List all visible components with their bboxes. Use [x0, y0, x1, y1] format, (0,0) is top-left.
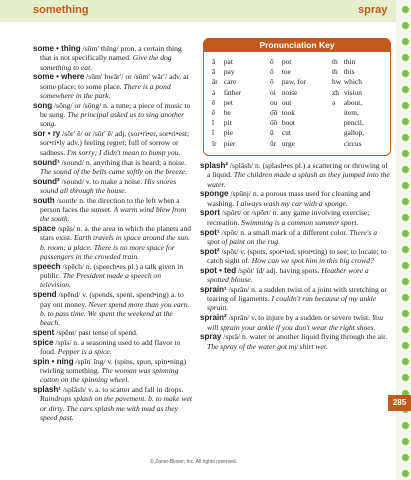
entry-headword: spot²: [200, 246, 220, 256]
entry-headword: space: [33, 224, 56, 234]
key-example-word: about,: [342, 97, 363, 107]
key-example-word: pie: [222, 128, 233, 138]
decorative-dot: [402, 262, 409, 269]
dictionary-entry: [33, 385, 193, 422]
key-example-word: father: [222, 87, 242, 97]
dictionary-entry: [33, 44, 193, 72]
key-symbol: ĕ: [212, 97, 216, 107]
guide-word-left: something: [33, 4, 89, 16]
entry-headword: splash²: [200, 161, 229, 170]
key-symbol: ō: [270, 67, 274, 77]
dictionary-entry: [33, 328, 193, 337]
key-symbol: ă: [212, 57, 216, 66]
copyright-notice: © Zaner-Bloser, Inc. All rights reserved.: [150, 459, 238, 465]
entry-definition: /sound/ v. to make a noise.: [59, 176, 145, 186]
decorative-dot: [402, 150, 409, 157]
entry-definition: /sprā/ n. water or another liquid flying through the air.: [221, 332, 388, 342]
key-symbol: th: [332, 57, 338, 66]
dictionary-entry: [200, 161, 390, 189]
dictionary-entry: [200, 266, 390, 285]
entry-example: Raindrops splash on the pavement. b. to make wet or dirty. The cars splash me with mud as they speed past.: [40, 394, 192, 423]
key-column-3: [332, 57, 364, 149]
decorative-dot: [402, 310, 409, 317]
dictionary-entry: [33, 224, 193, 261]
decorative-dot: [402, 246, 409, 253]
key-example-word: took: [280, 108, 295, 118]
key-example-word: circus: [342, 138, 362, 148]
dictionary-entry: [200, 208, 390, 227]
entry-example: Earth travels in space around the sun. b. room; a place. There is no more space for passengers in the crowded train.: [40, 233, 190, 262]
key-symbol: ŭ: [270, 128, 274, 138]
key-symbol: o͞o: [270, 118, 278, 128]
key-row: [212, 98, 241, 108]
dictionary-entry: [33, 177, 193, 196]
key-symbol: ə: [332, 97, 336, 107]
key-example-word: pit: [222, 118, 232, 128]
key-row: [270, 128, 306, 138]
key-row: [332, 118, 364, 128]
decorative-dot: [402, 374, 409, 381]
key-row: [270, 67, 306, 77]
key-example-word: paw, for: [280, 77, 306, 87]
key-row: [270, 77, 306, 87]
entry-headword: sprain²: [200, 313, 227, 323]
key-row: [332, 88, 364, 98]
entry-headword: spin • ning: [33, 356, 74, 366]
decorative-dot: [402, 6, 409, 13]
decorative-dot: [402, 326, 409, 333]
decorative-dot: [402, 358, 409, 365]
key-example-word: gallop,: [342, 128, 365, 138]
entry-headword: sound¹: [33, 157, 60, 167]
key-row: [332, 139, 364, 149]
decorative-dot: [402, 118, 409, 125]
entry-definition: /spĭn′ ĭng/ v. (spins, spun, spin•ning) twirling something.: [40, 356, 187, 376]
entry-definition: /spĕnt/ past tense of spend.: [54, 327, 138, 337]
entry-example: Swimming is a common summer sport.: [241, 217, 359, 227]
entry-example: The woman was spinning cotton on the spinning wheel.: [40, 366, 179, 385]
entry-definition: /spŏt/ v. (spots, spot•ted, spot•ting) to see; to locate; to catch sight of.: [207, 246, 387, 265]
key-example-word: noise: [280, 87, 298, 97]
entry-headword: song: [33, 100, 53, 110]
key-row: [270, 118, 306, 128]
key-example-word: item,: [342, 108, 359, 118]
dictionary-entry: [33, 129, 193, 157]
entry-example: A warm wind blew from the south.: [40, 205, 187, 224]
entry-example: How can we spot him in this big crowd?: [251, 255, 374, 265]
key-example-word: cut: [280, 128, 291, 138]
entry-example: Never spend more than you earn. b. to pass time. We spent the weekend at the beach.: [40, 299, 190, 328]
entry-definition: /splăsh/ n. (splash•es pl.) a scattering or throwing of a liquid.: [207, 161, 388, 180]
key-row: [270, 98, 306, 108]
key-row: [332, 108, 364, 118]
key-example-word: this: [342, 67, 355, 77]
key-example-word: care: [222, 77, 237, 87]
entry-headword: spend: [33, 290, 57, 300]
entry-headword: spot • ted: [200, 265, 237, 275]
key-symbol: hw: [332, 77, 342, 87]
key-example-word: pencil,: [342, 118, 364, 128]
dictionary-entry: [200, 285, 390, 313]
key-symbol: zh: [332, 87, 339, 97]
decorative-dot: [402, 438, 409, 445]
key-example-word: vision: [342, 87, 362, 97]
entry-headword: sound²: [33, 176, 60, 186]
key-example-word: be: [222, 108, 231, 118]
dictionary-entry: [33, 158, 193, 177]
decorative-dot: [402, 166, 409, 173]
key-symbol: ô: [270, 77, 274, 87]
key-symbol: âr: [212, 77, 218, 87]
decorative-dot: [402, 198, 409, 205]
entry-definition: /spŭnj/ n. a porous mass used for cleaning and washing.: [207, 189, 371, 208]
dictionary-entry: [200, 247, 390, 266]
key-symbol: ī: [212, 128, 215, 138]
decorative-dot: [402, 278, 409, 285]
entry-definition: /spīs/ n. a seasoning used to add flavor to food.: [40, 337, 181, 356]
key-symbol: th: [332, 67, 338, 77]
key-row: [332, 57, 364, 67]
dictionary-entry: [200, 189, 390, 208]
key-example-word: pay: [222, 67, 235, 77]
decorative-dot: [402, 470, 409, 477]
key-row: [332, 77, 364, 87]
entry-example: His snores sound all through the house.: [40, 176, 177, 195]
entry-definition: /spēch/ n. (speech•es pl.) a talk given in public.: [40, 261, 184, 281]
entry-definition: /sŭm′ hwâr′/ or /sŭm′ wâr′/ adv. at some place; to some place.: [40, 72, 189, 91]
entry-example: The spray of the water got my shirt wet.: [207, 341, 328, 351]
key-example-word: which: [342, 77, 362, 87]
key-symbol: oi: [270, 87, 276, 97]
entry-headword: sponge: [200, 189, 229, 199]
page-number: 285: [388, 395, 411, 411]
key-row: [270, 108, 306, 118]
decorative-dot: [402, 214, 409, 221]
entry-definition: /spĕnd/ v. (spends, spent, spend•ing) a. to pay out money.: [40, 290, 184, 309]
guide-word-right: spray: [358, 4, 388, 16]
dictionary-entry: [200, 313, 390, 332]
entry-example: You will sprain your ankle if you don't wear the right shoes.: [207, 313, 384, 332]
key-row: [212, 77, 241, 87]
dictionary-entry: [33, 101, 193, 129]
dictionary-entry: [33, 72, 193, 100]
entry-definition: /spŏt/ n. a small mark of a different color.: [219, 227, 350, 237]
entry-headword: spot¹: [200, 227, 220, 237]
entry-definition: /sŏr′ ē/ or /sôr′ ē/ adj. (sor•ri•er, sor•ri•est; sor•ri•ly adv.) feeling regret; full of sorrow or sadness.: [40, 129, 190, 157]
decorative-dot: [402, 70, 409, 77]
key-row: [212, 139, 241, 149]
key-symbol: ûr: [270, 138, 277, 148]
entry-headword: spice: [33, 337, 54, 347]
decorative-dot: [402, 422, 409, 429]
key-symbol: ē: [212, 108, 216, 118]
key-row: [332, 67, 364, 77]
entry-example: The children made a splash as they jumped into the water.: [207, 170, 390, 189]
entry-definition: /south/ n. the direction to the left when a person faces the sunset.: [40, 195, 180, 215]
entry-headword: some • where: [33, 72, 85, 82]
entry-definition: /sound/ n. anything that is heard; a noise.: [59, 157, 187, 167]
key-symbol: ā: [212, 67, 216, 77]
key-row: [212, 118, 241, 128]
decorative-dot: [402, 134, 409, 141]
key-row: [270, 57, 306, 67]
key-symbol: ou: [270, 97, 278, 107]
decorative-dot: [402, 22, 409, 29]
entry-definition: /sŭm′ thĭng/ pron. a certain thing that is not specifically named.: [40, 44, 182, 63]
entry-example: I couldn't run because of my ankle sprain.: [207, 294, 377, 313]
entry-definition: /spās/ n. a. the area in which the planets and stars exist.: [40, 224, 192, 243]
key-symbol: ĭ: [212, 118, 215, 128]
key-example-word: boot: [280, 118, 295, 128]
pronunciation-key-title: Pronunciation Key: [204, 38, 390, 52]
dictionary-entry: [33, 357, 193, 385]
key-example-word: pet: [222, 97, 233, 107]
dictionary-entry: [33, 196, 193, 224]
key-example-word: pat: [222, 57, 233, 66]
key-row: [212, 108, 241, 118]
key-row: [332, 98, 364, 108]
entry-example: Give the dog something to eat.: [40, 53, 172, 72]
key-symbol: o͝o: [270, 108, 278, 118]
decorative-dot: [402, 182, 409, 189]
decorative-dot: [402, 38, 409, 45]
entry-example: There's a spot of paint on the rug.: [207, 227, 378, 246]
key-row: [332, 128, 364, 138]
key-row: [212, 128, 241, 138]
entry-headword: south: [33, 195, 55, 205]
entry-definition: /sprān/ v. to injure by a sudden or severe twist.: [226, 313, 372, 323]
key-example-word: pier: [222, 138, 236, 148]
key-example-word: thin: [342, 57, 356, 66]
key-example-word: toe: [280, 67, 291, 77]
entry-example: I'm sorry; I didn't mean to bump you.: [67, 147, 181, 157]
dictionary-entry: [33, 262, 193, 290]
entries-left-column: [33, 44, 193, 423]
entry-headword: sor • ry: [33, 129, 61, 139]
key-row: [212, 88, 241, 98]
key-row: [270, 139, 306, 149]
decorative-dot: [402, 86, 409, 93]
entry-example: There is a pond somewhere in the park.: [40, 81, 171, 100]
key-example-word: urge: [280, 138, 295, 148]
decorative-dot: [402, 454, 409, 461]
dictionary-entry: [200, 332, 390, 351]
entry-definition: /spôrt/ or /spōrt/ n. any game involving exercise; recreation.: [207, 208, 370, 227]
pronunciation-key: [203, 38, 391, 156]
key-symbol: îr: [212, 138, 217, 148]
key-row: [270, 88, 306, 98]
entry-definition: /spŏt′ ĭd/ adj. having spots.: [236, 265, 322, 275]
entry-example: I always wash my car with a sponge.: [236, 198, 348, 208]
entry-example: Pepper is a spice.: [57, 347, 112, 356]
dictionary-entry: [33, 338, 193, 357]
entry-headword: speech: [33, 261, 61, 271]
key-column-2: [270, 57, 306, 149]
entry-headword: some • thing: [33, 44, 81, 53]
decorative-dot: [402, 294, 409, 301]
entry-example: The President made a speech on television.: [40, 271, 161, 290]
decorative-dot: [402, 230, 409, 237]
entry-headword: splash¹: [33, 385, 62, 395]
key-symbol: ä: [212, 87, 216, 97]
entry-example: Heather wore a spotted blouse.: [207, 265, 369, 285]
key-row: [212, 67, 241, 77]
entry-headword: sport: [200, 208, 220, 218]
decorative-dot: [402, 342, 409, 349]
entries-right-column: [200, 161, 390, 351]
entry-definition: /sông/ or /sŏng/ n. a tune; a piece of music to be sung.: [40, 100, 191, 120]
key-row: [212, 57, 241, 67]
decorative-dot: [402, 102, 409, 109]
entry-example: The sound of the bells came softly on the breeze.: [40, 166, 187, 176]
entry-definition: /splăsh/ v. a. to scatter and fall in drops.: [61, 385, 184, 395]
dictionary-entry: [200, 228, 390, 247]
entry-definition: /sprān/ n. a sudden twist of a joint with stretching or tearing of ligaments.: [207, 284, 387, 304]
entry-headword: spent: [33, 327, 55, 337]
key-example-word: pot: [280, 57, 292, 66]
entry-headword: sprain¹: [200, 284, 227, 294]
key-symbol: ŏ: [270, 57, 274, 66]
key-example-word: out: [280, 97, 292, 107]
key-column-1: [212, 57, 241, 149]
decorative-dot: [402, 54, 409, 61]
dictionary-entry: [33, 290, 193, 327]
entry-headword: spray: [200, 332, 222, 342]
entry-example: The principal asked us to sing another song.: [40, 110, 185, 129]
